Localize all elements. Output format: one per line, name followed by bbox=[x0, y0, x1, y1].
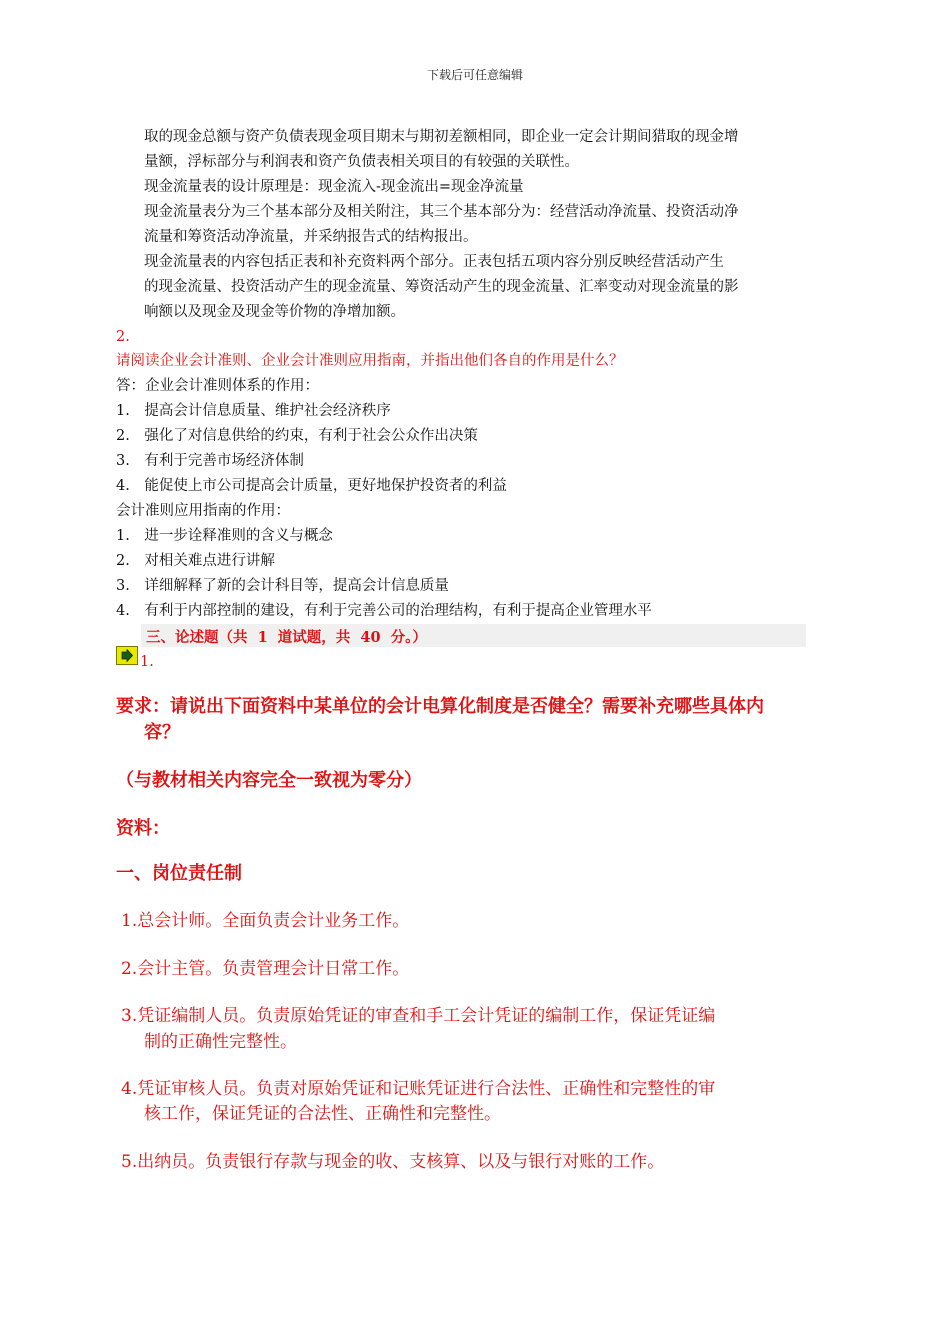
list-item: 2. 对相关难点进行讲解 bbox=[116, 553, 275, 569]
duty-number: 3. bbox=[121, 1006, 138, 1026]
requirement-line: 要求：请说出下面资料中某单位的会计电算化制度是否健全？需要补充哪些具体内 bbox=[116, 696, 764, 717]
list-item: 4. 有利于内部控制的建设，有利于完善公司的治理结构，有利于提高企业管理水平 bbox=[116, 603, 652, 619]
duty-text: 凭证审核人员。负责对原始凭证和记账凭证进行合法性、正确性和完整性的审 bbox=[137, 1079, 716, 1099]
duty-number: 2. bbox=[121, 959, 138, 979]
list-item: 3. 有利于完善市场经济体制 bbox=[116, 453, 304, 469]
intro-line: 量额，浮标部分与利润表和资产负债表相关项目的有较强的关联性。 bbox=[144, 154, 579, 170]
intro-line: 的现金流量、投资活动产生的现金流量、筹资活动产生的现金流量、汇率变动对现金流量的影 bbox=[144, 279, 739, 295]
subheading: 一、岗位责任制 bbox=[116, 863, 242, 884]
duty-number: 4. bbox=[121, 1079, 138, 1099]
duty-text: 出纳员。负责银行存款与现金的收、支核算、以及与银行对账的工作。 bbox=[137, 1152, 665, 1172]
duty-item bbox=[121, 1003, 715, 1029]
answer-intro: 答：企业会计准则体系的作用： bbox=[116, 378, 319, 394]
question-number: 1. bbox=[140, 654, 154, 670]
list-item: 1. 进一步诠释准则的含义与概念 bbox=[116, 528, 333, 544]
duty-item bbox=[121, 1149, 664, 1175]
duty-number: 5. bbox=[121, 1152, 138, 1172]
duty-text: 凭证编制人员。负责原始凭证的审查和手工会计凭证的编制工作，保证凭证编 bbox=[137, 1006, 716, 1026]
list-item: 3. 详细解释了新的会计科目等，提高会计信息质量 bbox=[116, 578, 449, 594]
intro-line: 现金流量表分为三个基本部分及相关附注，其三个基本部分为：经营活动净流量、投资活动净 bbox=[144, 204, 739, 220]
intro-line: 响额以及现金及现金等价物的净增加额。 bbox=[144, 304, 405, 320]
material-label: 资料： bbox=[116, 818, 170, 839]
duty-text: 会计主管。负责管理会计日常工作。 bbox=[137, 959, 410, 979]
requirement-line: 容？ bbox=[144, 722, 180, 743]
intro-line: 流量和筹资活动净流量，并采纳报告式的结构报出。 bbox=[144, 229, 478, 245]
duty-item bbox=[121, 908, 409, 934]
section-title: 三、论述题（共 1 道试题，共 40 分。） bbox=[146, 629, 427, 646]
question-text: 请阅读企业会计准则、企业会计准则应用指南，并指出他们各自的作用是什么？ bbox=[116, 353, 624, 369]
guide-intro: 会计准则应用指南的作用： bbox=[116, 503, 290, 519]
duty-text-cont: 制的正确性完整性。 bbox=[144, 1032, 297, 1052]
note: （与教材相关内容完全一致视为零分） bbox=[116, 770, 422, 791]
list-item: 1. 提高会计信息质量、维护社会经济秩序 bbox=[116, 403, 391, 419]
duty-item bbox=[121, 1076, 715, 1102]
arrow-icon[interactable] bbox=[116, 646, 138, 665]
duty-text-cont: 核工作，保证凭证的合法性、正确性和完整性。 bbox=[144, 1104, 501, 1124]
page-header: 下载后可任意编辑 bbox=[426, 68, 523, 82]
list-item: 4. 能促使上市公司提高会计质量，更好地保护投资者的利益 bbox=[116, 478, 507, 494]
section-header bbox=[141, 624, 806, 647]
intro-line: 现金流量表的设计原理是：现金流入-现金流出=现金净流量 bbox=[144, 179, 524, 195]
duty-item bbox=[121, 956, 409, 982]
intro-line: 取的现金总额与资产负债表现金项目期末与期初差额相同，即企业一定会计期间猎取的现金增 bbox=[144, 129, 739, 145]
intro-line: 现金流量表的内容包括正表和补充资料两个部分。正表包括五项内容分别反映经营活动产生 bbox=[144, 254, 724, 270]
list-item: 2. 强化了对信息供给的约束，有利于社会公众作出决策 bbox=[116, 428, 478, 444]
duty-text: 总会计师。全面负责会计业务工作。 bbox=[137, 911, 410, 931]
duty-number: 1. bbox=[121, 911, 138, 931]
question-number: 2. bbox=[116, 329, 130, 345]
